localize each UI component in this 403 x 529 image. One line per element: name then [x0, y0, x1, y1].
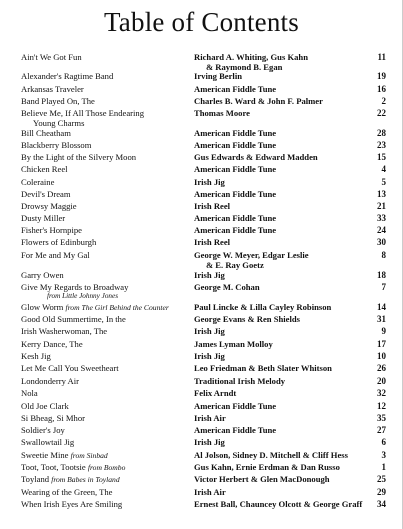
- song-title-text: Garry Owen: [21, 270, 64, 280]
- song-title: [21, 326, 189, 336]
- song-title-text: Swallowtail Jig: [21, 437, 75, 447]
- song-author: [194, 314, 372, 324]
- song-title: [21, 425, 189, 435]
- song-author-text: Irish Jig: [194, 326, 225, 336]
- song-author: [194, 128, 372, 138]
- song-author-text: Al Jolson, Sidney D. Mitchell & Cliff Hess: [194, 450, 348, 460]
- song-author: [194, 425, 372, 435]
- song-title: [21, 351, 189, 361]
- song-author: [194, 250, 372, 270]
- page-title: Table of Contents: [104, 7, 299, 37]
- song-title: [21, 213, 189, 223]
- song-title: [21, 140, 189, 150]
- song-author-text: Thomas Moore: [194, 108, 250, 118]
- song-title: [21, 250, 189, 260]
- page-number: 28: [377, 128, 386, 138]
- song-author: [194, 164, 372, 174]
- song-title: [21, 487, 189, 497]
- page-number: 1: [381, 462, 386, 472]
- song-title-text: Ain't We Got Fun: [21, 52, 82, 62]
- page-number: 15: [377, 152, 386, 162]
- page-number: 10: [377, 351, 386, 361]
- song-title-text: Coleraine: [21, 177, 55, 187]
- page-number: 4: [381, 164, 386, 174]
- page-number: 23: [377, 140, 386, 150]
- song-author-text: George W. Meyer, Edgar Leslie: [194, 250, 309, 260]
- song-title: [21, 189, 189, 199]
- song-title: [21, 401, 189, 411]
- song-author: [194, 499, 372, 509]
- song-title: [21, 237, 189, 247]
- song-title-text: Blackberry Blossom: [21, 140, 92, 150]
- song-author: [194, 177, 372, 187]
- song-author-text: Irish Jig: [194, 437, 225, 447]
- song-title-text: Sweetie Mine: [21, 450, 69, 460]
- song-author-text: Irish Jig: [194, 270, 225, 280]
- song-author: [194, 201, 372, 211]
- song-title-text: Toot, Toot, Tootsie: [21, 462, 86, 472]
- song-author-continued: & Raymond B. Egan: [206, 62, 283, 72]
- page-number: 3: [381, 450, 386, 460]
- song-title: [21, 270, 189, 280]
- song-title: [21, 376, 189, 386]
- song-author: [194, 152, 372, 162]
- page-number: 27: [377, 425, 386, 435]
- song-author-text: Victor Herbert & Glen MacDonough: [194, 474, 330, 484]
- song-author: [194, 108, 372, 118]
- song-title: [21, 96, 189, 106]
- song-author: [194, 189, 372, 199]
- song-title: [21, 462, 189, 473]
- song-title-text: Si Bheag, Si Mhor: [21, 413, 85, 423]
- song-title: [21, 52, 189, 62]
- song-author-text: Gus Edwards & Edward Madden: [194, 152, 318, 162]
- song-author: [194, 474, 372, 484]
- song-author: [194, 52, 372, 72]
- song-title: [21, 474, 189, 485]
- song-author: [194, 437, 372, 447]
- song-title-text: Fisher's Hornpipe: [21, 225, 82, 235]
- song-title: [21, 201, 189, 211]
- song-title-text: Chicken Reel: [21, 164, 68, 174]
- page-number: 25: [377, 474, 386, 484]
- song-author-text: Irving Berlin: [194, 71, 242, 81]
- song-title: [21, 152, 189, 162]
- song-title: [21, 225, 189, 235]
- song-author-text: American Fiddle Tune: [194, 140, 277, 150]
- song-author-text: James Lyman Molloy: [194, 339, 273, 349]
- song-title-text: Bill Cheatham: [21, 128, 71, 138]
- page-number: 20: [377, 376, 386, 386]
- song-author-text: Irish Reel: [194, 237, 231, 247]
- song-source-show: from Babes in Toyland: [51, 475, 120, 484]
- song-author-text: Ernest Ball, Chauncey Olcott & George Graff: [194, 499, 363, 509]
- song-author-text: Irish Jig: [194, 177, 225, 187]
- song-author-text: Leo Friedman & Beth Slater Whitson: [194, 363, 332, 373]
- song-author-text: Irish Reel: [194, 201, 231, 211]
- song-title: [21, 413, 189, 423]
- song-title-text: Band Played On, The: [21, 96, 95, 106]
- page-number: 32: [377, 388, 386, 398]
- song-author-text: American Fiddle Tune: [194, 213, 277, 223]
- song-author-text: Richard A. Whiting, Gus Kahn: [194, 52, 308, 62]
- page-number: 19: [377, 71, 386, 81]
- page-number: 34: [377, 499, 386, 509]
- song-author: [194, 71, 372, 81]
- song-title: [21, 314, 189, 324]
- song-author: [194, 270, 372, 280]
- song-author: [194, 213, 372, 223]
- song-title-text: Give My Regards to Broadway: [21, 282, 129, 292]
- song-title-text: Devil's Dream: [21, 189, 71, 199]
- song-author: [194, 302, 372, 312]
- page-number: 9: [381, 326, 386, 336]
- song-author: [194, 282, 372, 292]
- song-author-continued: & E. Ray Goetz: [206, 260, 264, 270]
- song-author-text: Traditional Irish Melody: [194, 376, 286, 386]
- song-title-text: Arkansas Traveler: [21, 84, 84, 94]
- song-title: [21, 282, 189, 300]
- page-number: 6: [381, 437, 386, 447]
- song-title: [21, 302, 189, 313]
- song-author: [194, 388, 372, 398]
- song-title-text: Wearing of the Green, The: [21, 487, 113, 497]
- song-title-text: Alexander's Ragtime Band: [21, 71, 114, 81]
- song-title-text: By the Light of the Silvery Moon: [21, 152, 137, 162]
- song-author: [194, 413, 372, 423]
- song-source-show: from Sinbad: [70, 451, 108, 460]
- song-title-text: Flowers of Edinburgh: [21, 237, 97, 247]
- song-source-show: from The Girl Behind the Counter: [65, 303, 169, 312]
- page-number: 7: [381, 282, 386, 292]
- page-number: 2: [381, 96, 386, 106]
- song-title: [21, 363, 189, 373]
- song-title: [21, 450, 189, 461]
- song-title: [21, 388, 189, 398]
- song-author-text: George M. Cohan: [194, 282, 260, 292]
- song-author: [194, 140, 372, 150]
- song-author-text: Gus Kahn, Ernie Erdman & Dan Russo: [194, 462, 340, 472]
- song-author-text: American Fiddle Tune: [194, 84, 277, 94]
- song-title: [21, 84, 189, 94]
- song-author-text: Charles B. Ward & John F. Palmer: [194, 96, 323, 106]
- page-number: 21: [377, 201, 386, 211]
- song-title: [21, 108, 189, 128]
- page-number: 24: [377, 225, 386, 235]
- song-author-text: American Fiddle Tune: [194, 401, 277, 411]
- page-number: 29: [377, 487, 386, 497]
- song-title-text: Londonderry Air: [21, 376, 79, 386]
- song-title-text: Old Joe Clark: [21, 401, 69, 411]
- song-author: [194, 339, 372, 349]
- song-title-text: Kesh Jig: [21, 351, 51, 361]
- song-title-text: Toyland: [21, 474, 50, 484]
- page-number: 5: [381, 177, 386, 187]
- song-title-text: Glow Worm: [21, 302, 64, 312]
- page-number: 16: [377, 84, 386, 94]
- page-number: 22: [377, 108, 386, 118]
- page-number: 31: [377, 314, 386, 324]
- song-title-text: Nola: [21, 388, 38, 398]
- page-number: 18: [377, 270, 386, 280]
- song-title: [21, 177, 189, 187]
- song-title-text: Believe Me, If All Those Endearing: [21, 108, 144, 118]
- song-author-text: American Fiddle Tune: [194, 425, 277, 435]
- song-author: [194, 487, 372, 497]
- song-author: [194, 96, 372, 106]
- song-author: [194, 363, 372, 373]
- page-number: 33: [377, 213, 386, 223]
- song-author: [194, 450, 372, 460]
- page-number: 8: [381, 250, 386, 260]
- song-title-text: For Me and My Gal: [21, 250, 90, 260]
- song-author-text: Paul Lincke & Lilla Cayley Robinson: [194, 302, 332, 312]
- song-author: [194, 84, 372, 94]
- page-number: 13: [377, 189, 386, 199]
- page-number: 35: [377, 413, 386, 423]
- song-author: [194, 237, 372, 247]
- song-title: [21, 437, 189, 447]
- song-author-text: Irish Air: [194, 487, 226, 497]
- song-author-text: American Fiddle Tune: [194, 225, 277, 235]
- song-title-text: Kerry Dance, The: [21, 339, 83, 349]
- song-source-show: from Little Johnny Jones: [47, 292, 118, 300]
- page-number: 12: [377, 401, 386, 411]
- song-author-text: Irish Air: [194, 413, 226, 423]
- song-author: [194, 326, 372, 336]
- song-title: [21, 499, 189, 509]
- song-title-continued: Young Charms: [33, 118, 85, 128]
- page-number: 17: [377, 339, 386, 349]
- song-title: [21, 128, 189, 138]
- song-source-show: from Bombo: [87, 463, 126, 472]
- song-author-text: American Fiddle Tune: [194, 189, 277, 199]
- song-author-text: George Evans & Ren Shields: [194, 314, 300, 324]
- song-author-text: American Fiddle Tune: [194, 128, 277, 138]
- song-title-text: Good Old Summertime, In the: [21, 314, 126, 324]
- song-author-text: Felix Arndt: [194, 388, 237, 398]
- song-title: [21, 164, 189, 174]
- song-title-text: Dusty Miller: [21, 213, 66, 223]
- song-author: [194, 401, 372, 411]
- song-title: [21, 71, 189, 81]
- song-author: [194, 351, 372, 361]
- page-number: 11: [377, 52, 386, 62]
- page-number: 14: [377, 302, 386, 312]
- song-author-text: Irish Jig: [194, 351, 225, 361]
- song-title-text: Let Me Call You Sweetheart: [21, 363, 119, 373]
- song-title-text: Irish Washerwoman, The: [21, 326, 108, 336]
- song-title-text: When Irish Eyes Are Smiling: [21, 499, 123, 509]
- page-number: 30: [377, 237, 386, 247]
- song-title-text: Drowsy Maggie: [21, 201, 77, 211]
- page-number: 26: [377, 363, 386, 373]
- song-author: [194, 462, 372, 472]
- song-author: [194, 376, 372, 386]
- song-author: [194, 225, 372, 235]
- song-author-text: American Fiddle Tune: [194, 164, 277, 174]
- song-title: [21, 339, 189, 349]
- song-title-text: Soldier's Joy: [21, 425, 65, 435]
